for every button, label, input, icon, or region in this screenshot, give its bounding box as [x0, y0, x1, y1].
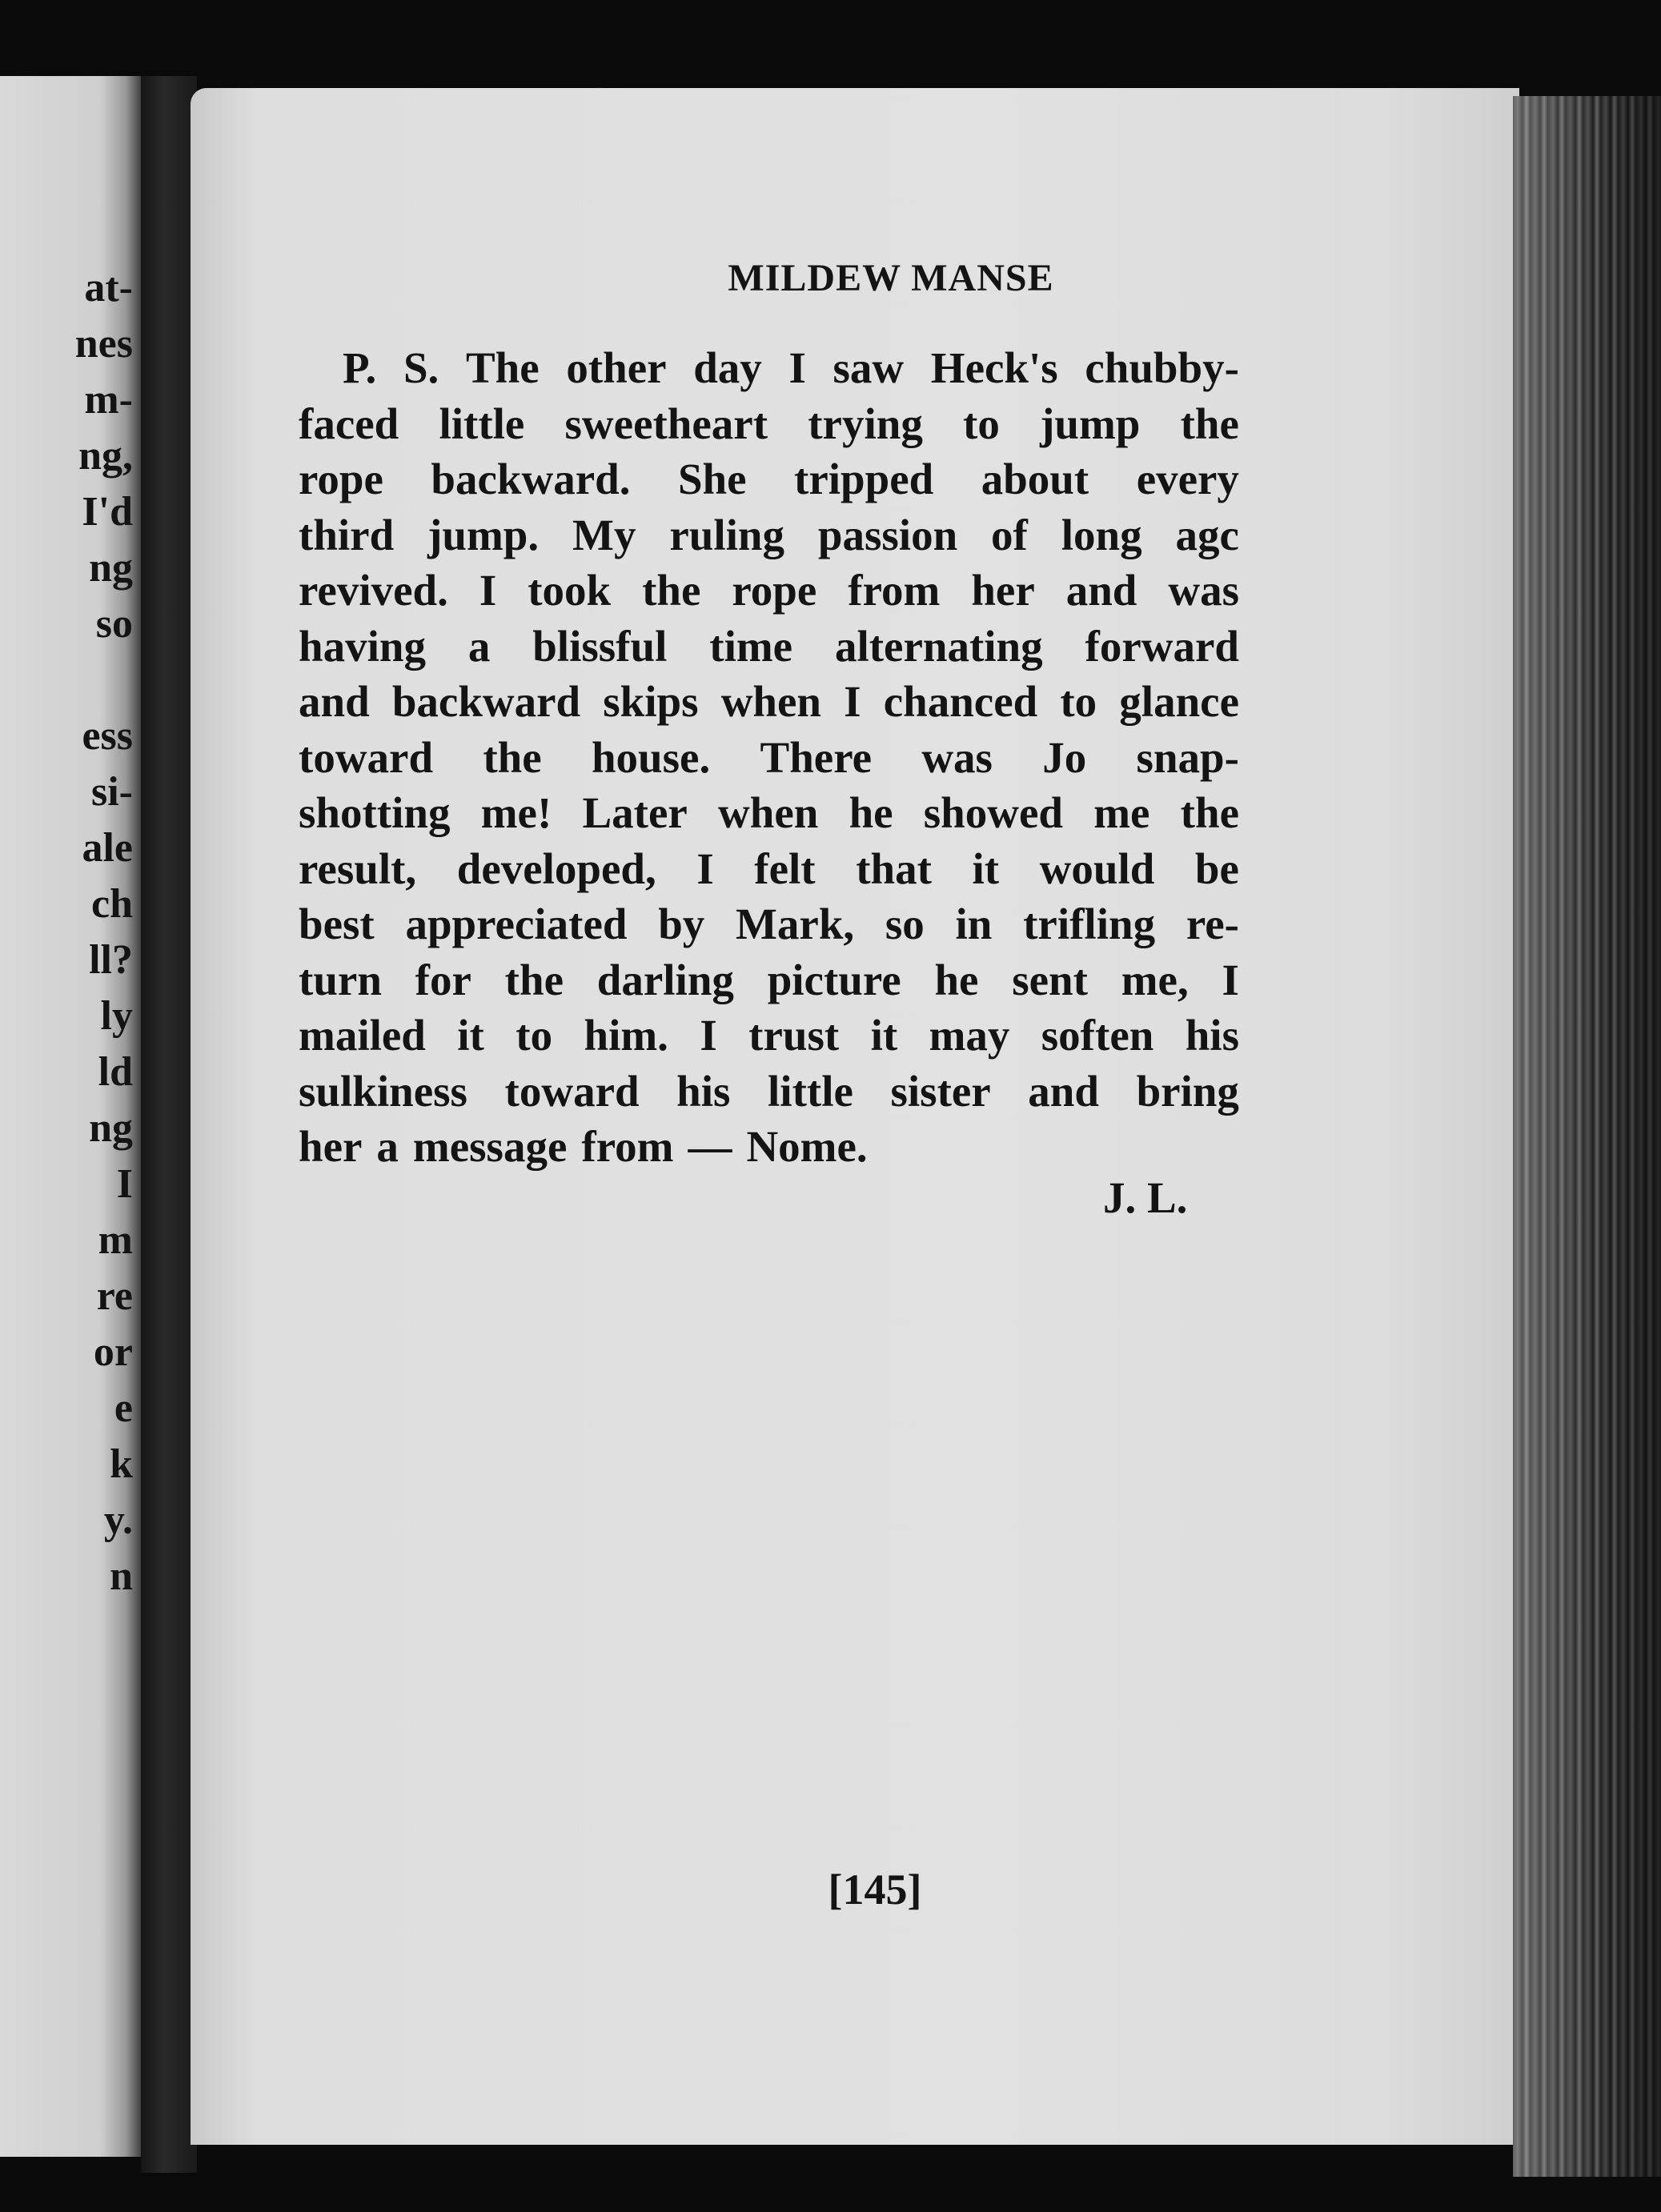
left-page-fragment: at- — [84, 265, 133, 311]
book-gutter — [141, 76, 197, 2173]
text-line: faced little sweetheart trying to jump the — [299, 399, 1239, 448]
left-page-fragment: ly — [100, 993, 133, 1039]
left-page-fragment: si- — [91, 769, 133, 815]
left-page-fragment: ch — [91, 881, 133, 927]
text-line: sulkiness toward his little sister and bring — [299, 1066, 1239, 1116]
body-text — [299, 340, 1239, 1175]
left-page-fragment: ale — [82, 825, 133, 871]
left-facing-page — [0, 76, 142, 2157]
page-number: [145] — [828, 1865, 922, 1913]
text-line: best appreciated by Mark, so in trifling re- — [299, 900, 1239, 948]
text-line: mailed it to him. I trust it may soften his — [299, 1011, 1239, 1060]
left-page-fragment: I'd — [82, 489, 133, 535]
text-line: rope backward. She tripped about every — [299, 455, 1239, 503]
left-page-fragment: ng — [89, 545, 133, 591]
left-page-fragment: m- — [84, 377, 133, 423]
left-page-fragment: ll? — [89, 937, 133, 983]
left-page-fragment: ess — [82, 713, 133, 759]
left-page-fragment: ng — [89, 1105, 133, 1151]
left-page-fragment: k — [110, 1441, 133, 1487]
text-line: shotting me! Later when he showed me the — [299, 788, 1239, 837]
main-page — [191, 88, 1519, 2145]
text-line: P. S. The other day I saw Heck's chubby- — [343, 343, 1239, 392]
text-line: revived. I took the rope from her and was — [299, 566, 1239, 615]
left-page-fragment: ld — [98, 1049, 133, 1095]
signature: J. L. — [1103, 1173, 1188, 1222]
text-line: and backward skips when I chanced to glance — [299, 677, 1239, 726]
left-page-fragment: ng, — [78, 433, 133, 479]
left-page-fragment: I — [116, 1161, 133, 1207]
left-page-fragment: e — [114, 1385, 133, 1431]
text-line: having a blissful time alternating forward — [299, 621, 1239, 671]
left-page-fragment: re — [96, 1273, 133, 1319]
left-page-fragment: n — [110, 1553, 133, 1599]
page-edges-shading — [1513, 96, 1661, 2177]
left-page-fragment: nes — [74, 321, 133, 367]
left-page-fragment: or — [93, 1329, 133, 1375]
text-line: her a message from — Nome. — [299, 1122, 868, 1171]
left-page-fragment: so — [95, 601, 133, 647]
text-line: toward the house. There was Jo snap- — [299, 732, 1239, 782]
left-page-fragment: m — [98, 1217, 133, 1263]
text-line: turn for the darling picture he sent me, I — [299, 955, 1239, 1004]
running-head: MILDEW MANSE — [728, 257, 1054, 299]
left-page-fragment: y. — [103, 1497, 133, 1543]
text-line: result, developed, I felt that it would be — [299, 844, 1239, 893]
text-line: third jump. My ruling passion of long agc — [299, 510, 1239, 559]
